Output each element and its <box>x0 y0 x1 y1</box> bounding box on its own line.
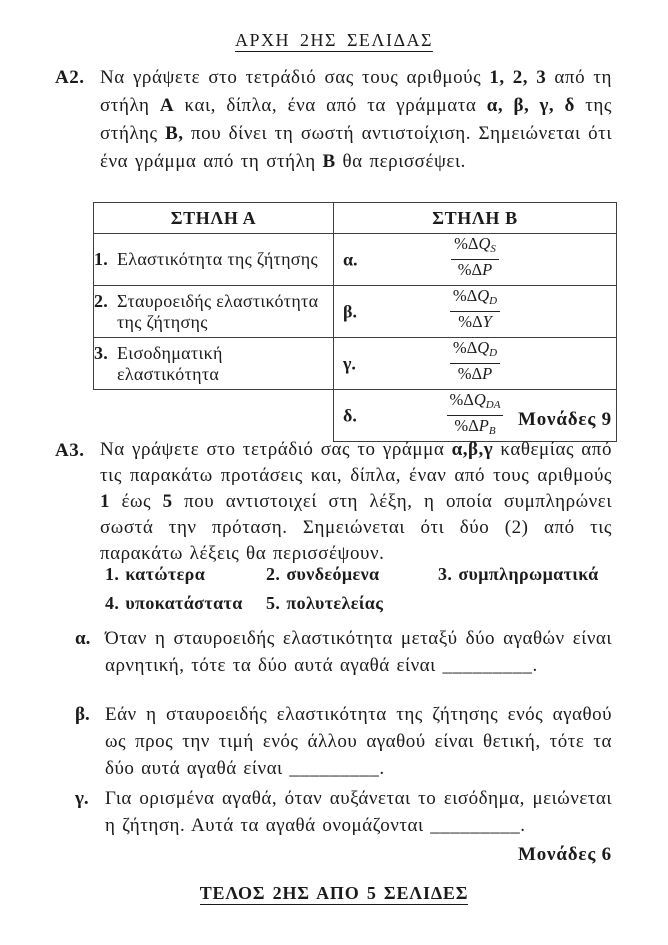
math-sub: B <box>488 425 496 437</box>
math-sub: D <box>489 347 498 359</box>
word-option-2 <box>266 564 438 585</box>
table-row <box>94 234 617 286</box>
table-header-row <box>94 203 617 234</box>
math-sub: S <box>490 243 496 255</box>
word-number: 3. <box>438 564 453 584</box>
a2-part: από τη στήλη <box>100 67 613 116</box>
word-text: πολυτελείας <box>286 593 384 613</box>
statement-beta <box>75 701 612 782</box>
fraction-alpha-denominator <box>451 260 499 285</box>
statement-alpha-text: Όταν η σταυροειδής ελαστικότητα μεταξύ δύο αγαθών είναι αρνητική, τότε τα δύο αυτά αγαθά είναι _________. <box>105 628 612 676</box>
a3-part-bold: α,β,γ <box>451 439 494 460</box>
option-alpha-letter: α. <box>343 249 358 269</box>
question-a3 <box>55 437 612 567</box>
word-option-5 <box>266 593 438 614</box>
statement-alpha <box>75 625 612 679</box>
math-percent-delta: %Δ <box>452 338 478 357</box>
math-var: Q <box>477 338 490 357</box>
math-percent-delta: %Δ <box>452 286 478 305</box>
a3-part: καθεμίας από τις παρακάτω προτάσεις και, δίπλα, έναν από τους αριθμούς <box>100 439 612 486</box>
table-row <box>94 286 617 338</box>
word-number: 1. <box>105 564 120 584</box>
statement-beta-label: β. <box>75 704 90 725</box>
math-percent-delta: %Δ <box>449 390 474 409</box>
math-var: Q <box>477 286 490 305</box>
word-number: 5. <box>266 593 281 613</box>
page-footer <box>0 883 668 904</box>
row-3-term <box>94 338 334 390</box>
word-bank <box>105 564 617 614</box>
math-var: P <box>482 364 493 383</box>
a2-part: και, δίπλα, ένα από τα γράμματα <box>174 95 487 116</box>
a2-part-bold: 1, 2, 3 <box>489 67 547 88</box>
row-2-number: 2. <box>94 290 109 311</box>
a2-part: που δίνει τη σωστή αντιστοίχιση. Σημειώνεται ότι ένα γράμμα από τη στήλη <box>100 123 612 172</box>
marks-a3: Μονάδες 6 <box>518 844 612 865</box>
page-footer-text: ΤΕΛΟΣ 2ΗΣ ΑΠΟ 5 ΣΕΛΙΔΕΣ <box>199 883 469 903</box>
question-a2-text <box>100 64 612 176</box>
a2-part-bold: Β <box>322 151 336 172</box>
math-percent-delta: %Δ <box>454 416 479 435</box>
page-header <box>0 30 668 51</box>
column-a-header: ΣΤΗΛΗ Α <box>94 203 334 234</box>
statement-gamma-label: γ. <box>75 788 89 809</box>
a3-part: που αντιστοιχεί στη λέξη, η οποία συμπληρώνει σωστά την πρόταση. Σημειώνεται ότι δύο (2) από τις παρακάτω λέξεις θα περισσέψουν. <box>100 491 612 564</box>
a2-part: θα περισσέψει. <box>335 151 466 172</box>
word-number: 4. <box>105 593 120 613</box>
math-sub: DA <box>485 399 501 411</box>
math-percent-delta: %Δ <box>457 364 483 383</box>
option-beta-cell <box>334 286 617 338</box>
math-var: Q <box>478 234 491 253</box>
math-percent-delta: %Δ <box>457 260 483 279</box>
statement-alpha-label: α. <box>75 628 91 649</box>
a3-part: Να γράψετε στο τετράδιό σας το γράμμα <box>100 439 452 460</box>
statement-gamma <box>75 785 612 839</box>
a2-part: της στήλης <box>100 95 612 144</box>
column-b-header: ΣΤΗΛΗ Β <box>334 203 617 234</box>
option-alpha-cell <box>334 234 617 286</box>
option-gamma-cell <box>334 338 617 390</box>
a2-part: Να γράψετε στο τετράδιό σας τους αριθμούς <box>100 67 490 88</box>
question-a3-text <box>100 437 612 567</box>
fraction-beta-denominator <box>450 312 500 337</box>
word-number: 2. <box>266 564 281 584</box>
a2-part-bold: α, β, γ, δ <box>486 95 575 116</box>
word-option-1 <box>105 564 266 585</box>
fraction-alpha-numerator <box>451 234 499 260</box>
a2-part-bold: Α <box>159 95 175 116</box>
a2-part-bold: Β, <box>165 123 184 144</box>
marks-a2: Μονάδες 9 <box>518 409 612 430</box>
statement-beta-text: Εάν η σταυροειδής ελαστικότητα της ζήτησης ενός αγαθού ως προς την τιμή ενός άλλου αγαθού είναι θετική, τότε τα δύο αυτά αγαθά είναι _________. <box>105 704 612 779</box>
math-var: Y <box>482 312 492 331</box>
math-var: P <box>478 416 489 435</box>
question-a2-label: Α2. <box>55 67 85 88</box>
fraction-beta <box>450 286 500 337</box>
question-a2 <box>55 64 612 176</box>
fraction-gamma-denominator <box>450 364 500 389</box>
word-text: συμπληρωματικά <box>458 564 599 584</box>
option-gamma-letter: γ. <box>343 353 356 373</box>
option-delta-letter: δ. <box>343 405 357 425</box>
row-1-text: Ελαστικότητα της ζήτησης <box>117 249 318 269</box>
word-option-3 <box>438 564 617 585</box>
row-3-text: Εισοδηματική ελαστικότητα <box>117 342 223 384</box>
fraction-alpha <box>451 234 499 285</box>
question-a3-label: Α3. <box>55 440 85 461</box>
word-text: κατώτερα <box>125 564 206 584</box>
word-text: υποκατάστατα <box>125 593 243 613</box>
row-2-text: Σταυροειδής ελαστικότητα της ζήτησης <box>117 290 319 332</box>
a3-part: έως <box>110 491 163 512</box>
fraction-beta-numerator <box>450 286 500 312</box>
matching-table <box>93 202 617 442</box>
math-sub: D <box>489 295 498 307</box>
math-percent-delta: %Δ <box>454 234 479 253</box>
math-percent-delta: %Δ <box>458 312 483 331</box>
row-1-term <box>94 234 334 286</box>
page-header-text: ΑΡΧΗ 2ΗΣ ΣΕΛΙΔΑΣ <box>234 30 434 50</box>
a3-part-bold: 1 <box>100 491 110 512</box>
row-3-number: 3. <box>94 342 109 363</box>
table-row <box>94 338 617 390</box>
word-text: συνδεόμενα <box>286 564 380 584</box>
a3-part-bold: 5 <box>162 491 173 512</box>
math-var: P <box>482 260 493 279</box>
word-option-4 <box>105 593 266 614</box>
row-1-number: 1. <box>94 249 109 269</box>
option-beta-letter: β. <box>343 301 357 321</box>
statement-gamma-text: Για ορισμένα αγαθά, όταν αυξάνεται το εισόδημα, μειώνεται η ζήτηση. Αυτά τα αγαθά ονομάζονται _________. <box>105 788 612 836</box>
math-var: Q <box>473 390 486 409</box>
fraction-gamma-numerator <box>450 338 500 364</box>
row-2-term <box>94 286 334 338</box>
fraction-gamma <box>450 338 500 389</box>
